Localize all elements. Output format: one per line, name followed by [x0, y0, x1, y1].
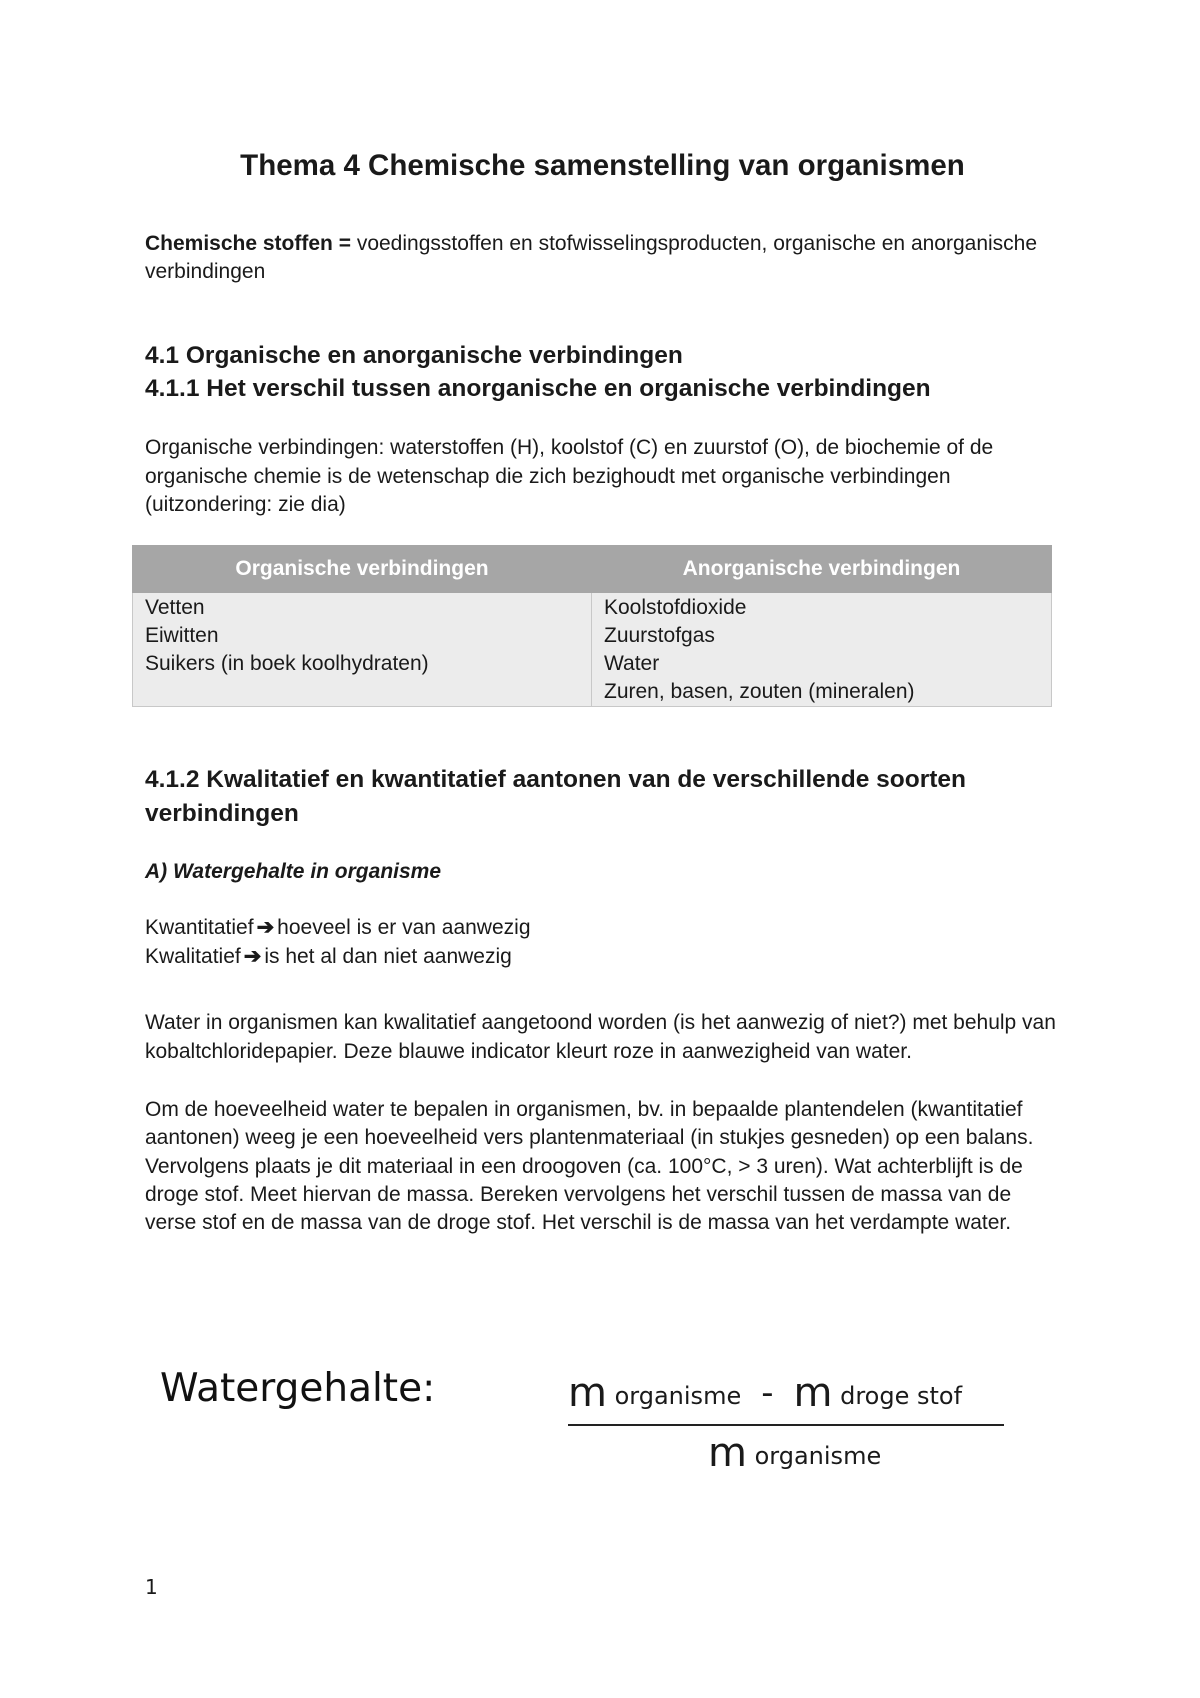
- list-item: Koolstofdioxide: [604, 596, 747, 620]
- list-item: Vetten: [145, 596, 205, 620]
- table-header-organic: Organische verbindingen: [133, 546, 592, 593]
- formula-numerator: [568, 1370, 962, 1416]
- minus-sign: -: [761, 1373, 774, 1413]
- list-item: Zuurstofgas: [604, 624, 715, 648]
- list-item: Zuren, basen, zouten (mineralen): [604, 679, 915, 703]
- denominator-term: organisme: [754, 1442, 882, 1470]
- section-heading-4-1: 4.1 Organische en anorganische verbindingen: [145, 341, 683, 369]
- formula-label: Watergehalte:: [160, 1366, 436, 1411]
- arrow-right-icon: ➔: [256, 916, 275, 940]
- table-header-inorganic: Anorganische verbindingen: [592, 546, 1052, 593]
- quantitative-term: Kwantitatief: [145, 916, 254, 940]
- qualitative-term: Kwalitatief: [145, 944, 241, 968]
- quantitative-text: hoeveel is er van aanwezig: [277, 916, 531, 940]
- mass-symbol: m: [708, 1430, 747, 1476]
- qualitative-line: [145, 943, 1060, 971]
- water-content-formula: [160, 1360, 1020, 1480]
- page-number: 1: [145, 1575, 158, 1599]
- qualitative-paragraph: Water in organismen kan kwalitatief aangetoond worden (is het aanwezig of niet?) met behulp van kobaltchloridepapier. Deze blauwe indicator kleurt roze in aanwezigheid van water.: [145, 1011, 1056, 1063]
- definitions-block: [145, 914, 1060, 971]
- mass-symbol: m: [568, 1370, 607, 1416]
- mass-symbol: m: [793, 1370, 833, 1416]
- section-heading-4-1-1: 4.1.1 Het verschil tussen anorganische en organische verbindingen: [145, 375, 931, 403]
- definition-text: voedingsstoffen en stofwisselingsproducten, organische en anorganische verbindingen: [145, 231, 1038, 284]
- qualitative-text: is het al dan niet aanwezig: [264, 944, 512, 968]
- formula-denominator: [708, 1430, 881, 1476]
- quantitative-line: [145, 914, 1060, 942]
- numerator-term-b: droge stof: [840, 1382, 963, 1410]
- organic-compounds-paragraph: Organische verbindingen: waterstoffen (H), koolstof (C) en zuurstof (O), de biochemie of de organische chemie is de wetenschap die zich bezighoudt met organische verbindingen (uitzondering: zie dia): [145, 436, 994, 516]
- list-item: Eiwitten: [145, 624, 219, 648]
- section-heading-4-1-2: 4.1.2 Kwalitatief en kwantitatief aantonen van de verschillende soorten verbindingen: [145, 765, 966, 827]
- fraction-line: [568, 1424, 1004, 1426]
- definition-paragraph: [145, 230, 1060, 287]
- list-item: Suikers (in boek koolhydraten): [145, 652, 429, 676]
- inorganic-cell: [592, 593, 1052, 707]
- arrow-right-icon: ➔: [243, 944, 262, 968]
- page-content: [145, 140, 1060, 1238]
- definition-term: Chemische stoffen =: [145, 231, 351, 255]
- subsection-heading-a: A) Watergehalte in organisme: [145, 860, 442, 884]
- table-row: [133, 593, 1052, 707]
- numerator-term-a: organisme: [614, 1382, 742, 1410]
- page-title: Thema 4 Chemische samenstelling van organismen: [240, 149, 965, 182]
- section-4-1-headings: [145, 339, 1060, 407]
- organic-cell: [133, 593, 592, 707]
- quantitative-paragraph: Om de hoeveelheid water te bepalen in organismen, bv. in bepaalde plantendelen (kwantitatief aantonen) weeg je een hoeveelheid vers plantenmateriaal (in stukjes gesneden) op een balans. Vervolgens plaats je dit materiaal in een droogoven (ca. 100°C, > 3 uren). Wat achterblijft is de droge stof. Meet hiervan de massa. Bereken vervolgens het verschil tussen de massa van de verse stof en de massa van de droge stof. Het verschil is de massa van het verdampte water.: [145, 1097, 1034, 1235]
- table-header-row: [133, 546, 1052, 593]
- compounds-table: [132, 545, 1052, 707]
- list-item: Water: [604, 652, 660, 676]
